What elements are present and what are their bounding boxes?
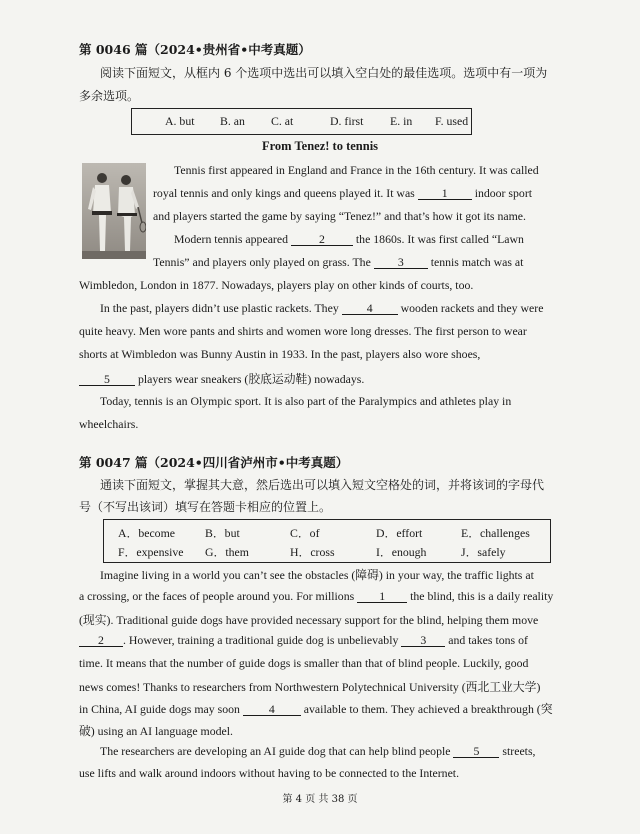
s2-line2-text: a crossing, or the faces of people around you. For millions <box>79 589 355 603</box>
blank-3[interactable]: 3 <box>374 257 428 269</box>
s2-line6: news comes! Thanks to researchers from Northwestern Polytechnical University (西北工业大学) <box>79 680 541 694</box>
p3-line2: quite heavy. Men wore pants and shirts and women wore long dresses. The first person to wear <box>79 324 527 338</box>
p3-line1-tail: wooden rackets and they were <box>400 301 544 315</box>
blank-5[interactable]: 5 <box>79 374 135 386</box>
tennis-players-photo <box>82 163 146 259</box>
p2-line2-tail: tennis match was at <box>430 255 524 269</box>
option-a: A. but <box>165 114 195 128</box>
option-j-safely: J．safely <box>461 545 506 559</box>
option-b: B. an <box>220 114 245 128</box>
option-d-effort: D．effort <box>376 526 423 540</box>
p3-line4-text: players wear sneakers (胶底运动鞋) nowadays. <box>137 372 365 386</box>
p2-line1 <box>174 232 524 247</box>
p3-line1 <box>100 301 543 316</box>
s2-line8: 破) using an AI language model. <box>79 724 233 738</box>
s2-line4-tail: and takes tons of <box>448 633 528 647</box>
blank-1[interactable]: 1 <box>418 188 472 200</box>
p2-line3: Wimbledon, London in 1877. Nowadays, players play on other kinds of courts, too. <box>79 278 474 292</box>
p2-line1-tail: the 1860s. It was first called “Lawn <box>355 232 524 246</box>
section-0046-instruction-line2: 多余选项。 <box>79 89 140 103</box>
s2-line2 <box>79 589 553 604</box>
s2-line2-tail: the blind, this is a daily reality <box>410 589 554 603</box>
s2-line9-text: The researchers are developing an AI guide dog that can help blind people <box>100 744 451 758</box>
p1-line1: Tennis first appeared in England and France in the 16th century. It was called <box>174 163 539 177</box>
p4-line2: wheelchairs. <box>79 417 139 431</box>
option-g-them: G．them <box>205 545 249 559</box>
option-a-become: A．become <box>118 526 175 540</box>
section-0047-instruction-line1: 通读下面短文，掌握其大意，然后选出可以填入短文空格处的词，并将该词的字母代 <box>100 478 545 492</box>
s2-line9-tail: streets, <box>502 744 536 758</box>
s2-line1: Imagine living in a world you can’t see the obstacles (障碍) in your way, the traffic lights at <box>100 568 534 582</box>
option-f: F. used <box>435 114 469 128</box>
s2-blank-4[interactable]: 4 <box>243 704 301 716</box>
page-footer: 第 4 页 共 38 页 <box>282 794 358 805</box>
s2-blank-2[interactable]: 2 <box>79 635 123 647</box>
option-b-but: B．but <box>205 526 240 540</box>
blank-2[interactable]: 2 <box>291 234 353 246</box>
p4-line1: Today, tennis is an Olympic sport. It is also part of the Paralympics and athletes play in <box>100 394 512 408</box>
s2-line7-tail: available to them. They achieved a breakthrough (突 <box>303 702 553 716</box>
section-0047-header: 第 0047 篇（2024•四川省泸州市•中考真题） <box>79 455 349 470</box>
s2-line4 <box>79 633 528 648</box>
s2-blank-5[interactable]: 5 <box>453 746 499 758</box>
option-c-of: C．of <box>290 526 320 540</box>
option-h-cross: H．cross <box>290 545 335 559</box>
option-c: C. at <box>271 114 294 128</box>
p2-line2-text: Tennis” and players only played on grass. The <box>153 255 371 269</box>
s2-line10: use lifts and walk around indoors without having to be connected to the Internet. <box>79 766 460 780</box>
s2-line5: time. It means that the number of guide dogs is smaller than that of blind people. Luckily, good <box>79 656 529 670</box>
option-d: D. first <box>330 114 364 128</box>
p3-line3: shorts at Wimbledon was Bunny Austin in 1933. In the past, players also wore shoes, <box>79 347 481 361</box>
p2-line2 <box>153 255 523 270</box>
section-0047-instruction-line2: 号（不写出该词）填写在答题卡相应的位置上。 <box>79 500 332 514</box>
p1-line2-tail: indoor sport <box>474 186 533 200</box>
p3-line4 <box>79 370 364 387</box>
passage-title: From Tenez! to tennis <box>261 139 379 153</box>
p3-line1-text: In the past, players didn’t use plastic rackets. They <box>100 301 339 315</box>
s2-blank-1[interactable]: 1 <box>357 591 407 603</box>
option-f-expensive: F．expensive <box>118 545 184 559</box>
s2-line7 <box>79 700 553 717</box>
option-e: E. in <box>390 114 413 128</box>
p1-line2-text: royal tennis and only kings and queens played it. It was <box>153 186 415 200</box>
section-0046-instruction-line1: 阅读下面短文，从框内 6 个选项中选出可以填入空白处的最佳选项。选项中有一项为 <box>100 66 548 80</box>
p2-line1-text: Modern tennis appeared <box>174 232 288 246</box>
s2-blank-3[interactable]: 3 <box>401 635 445 647</box>
p1-line3: and players started the game by saying “Tenez!” and that’s how it got its name. <box>153 209 526 223</box>
section-0046-header: 第 0046 篇（2024•贵州省•中考真题） <box>79 42 311 57</box>
s2-line3: (现实). Traditional guide dogs have provided necessary support for the blind, helping them move <box>79 613 539 627</box>
s2-line9 <box>100 744 536 759</box>
p1-line2 <box>153 186 532 201</box>
option-e-challenges: E．challenges <box>461 526 530 540</box>
s2-line7-text: in China, AI guide dogs may soon <box>79 702 240 716</box>
blank-4[interactable]: 4 <box>342 303 398 315</box>
s2-line4-text: . However, training a traditional guide dog is unbelievably <box>123 633 399 647</box>
option-i-enough: I．enough <box>376 545 427 559</box>
